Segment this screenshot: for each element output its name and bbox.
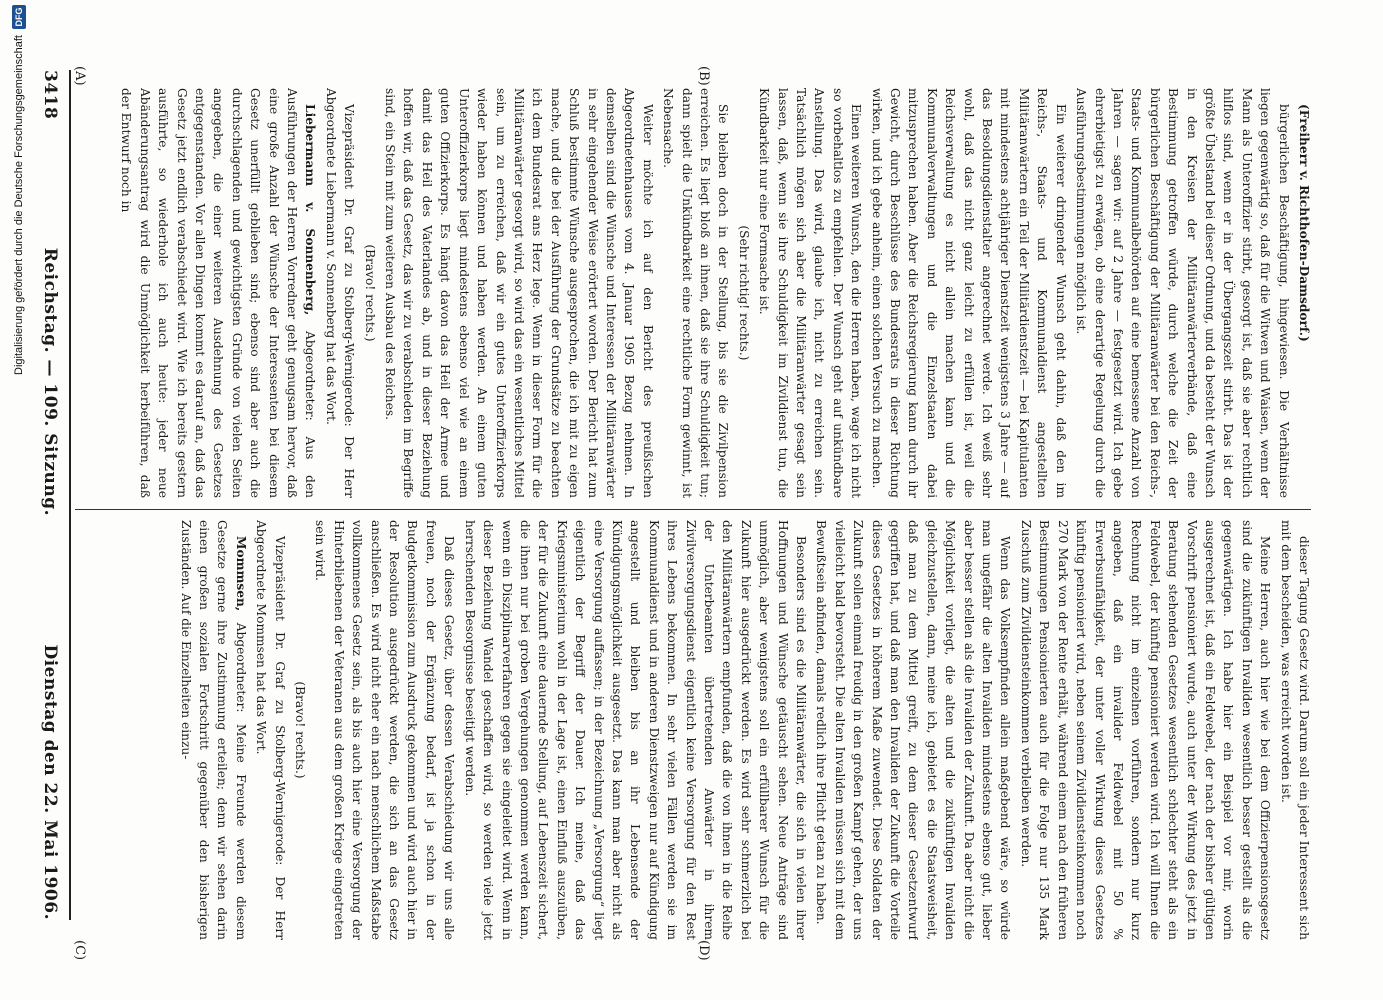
header-rule	[69, 70, 71, 920]
margin-letter-b: (B)	[696, 66, 711, 86]
credit-text: Digitalisierung gefördert durch die Deutsche Forschungsgemeinschaft	[13, 35, 25, 375]
paragraph-text: Ein weiterer dringender Wunsch geht dahin, daß den im Reichs-, Staats- und Kommunaldienst angestellten Militäranwärtern ein Teil der Militärdienstzeit — bei Kapitulanten mit mindestens achtjähriger Dienstzeit wenigstens 3 Jahre — auf das Besoldungsdienstalter angerechnet werde. Ich weiß sehr wohl, daß das nicht ganz leicht zu erfüllen ist, weil die Reichsverwaltung es nicht allein machen kann und die Kommunalverwaltungen und die Einzelstaaten dabei mitzusprechen haben. Aber die Reichsregierung kann durch ihr Gewicht, durch Beschlüsse des Bundesrats in dieser Richtung wirken, und ich gebe anheim, einen solchen Versuch zu machen.	[869, 88, 1068, 498]
text-paragraph	[867, 88, 1069, 498]
header-title: Reichstag. — 109. Sitzung.	[40, 247, 60, 517]
header-date: Dienstag den 22. Mai 1906.	[40, 644, 60, 920]
text-paragraph	[755, 88, 865, 498]
paragraph-text: Weiter möchte ich auf den Bericht des preußischen Abgeordnetenhauses vom 4. Januar 1905 Bezug nehmen. In demselben sind die Wünsche und Interessen der Militäranwärter in sehr eingehender Weise erörtert worden. Der Bericht hat zum Schluß bestimmte Wünsche ausgesprochen, die ich mit zu eigen mache, und die bei der Ausführung der Grundsätze zu beachten ich dem Bundesrat ans Herz lege. Wenn in dieser Form für die Militäranwärter gesorgt wird, so wird das ein wesentliches Mittel sein, um zu erreichen, daß wir ein gutes Unteroffizierkorps wieder haben können und haben werden. An einem guten Unteroffizierkorps liegt mindestens ebenso viel wie an einem guten Offizierkorps. Es hängt davon das Heil der Armee und damit das Heil des Vaterlandes ab, und in dieser Beziehung hoffen wir, daß das Gesetz, das wir zu verabschieden im Begriffe sind, ein Stein mit zum weiteren Ausbau des Reiches.	[383, 88, 655, 498]
stage-direction	[291, 520, 309, 940]
text-paragraph	[460, 520, 810, 940]
page-header	[35, 70, 65, 920]
margin-letter-d: (D)	[696, 940, 711, 961]
paragraph-text: bürgerlichen Beschäftigung, hingewiesen. Die Verhältnisse liegen gegenwärtig so, daß für die Witwen und Waisen, wenn der Mann als Unteroffizier stirbt, gesorgt ist, daß sie aber rechtlich hilflos sind, wenn er in der Übergangszeit stirbt. Das ist der größte Übelstand bei dieser Ordnung, und da besteht der Wunsch in den Kreisen der Militäranwärterverbände, daß eine Bestimmung getroffen würde, durch welche die Zeit der bürgerlichen Beschäftigung der Militäranwärter bei den Reichs-, Staats- und Kommunalbehörden auf eine bemessene Anzahl von Jahren — sagen wir: auf 2 Jahre — festgesetzt wird. Ich gebe ehrerbietigst zu erwägen, ob eine derartige Regelung durch die Ausführungsbestimmungen möglich ist.	[1074, 88, 1291, 498]
paragraph-text: Sie bleiben doch in der Stellung, bis sie die Zivilpension erreichen. Es liegt bloß an ihnen, daß sie ihre Schuldigkeit tun; dann spielt die Unkündbarkeit eine rechtliche Form gewinnt, ist Nebensache.	[661, 88, 731, 498]
text-paragraph	[812, 520, 1014, 940]
speaker-name: (Freiherr v. Richthofen-Damsdorf.)	[1297, 104, 1311, 342]
paragraph-text: Abgeordneter: Aus den Ausführungen der Herren Vorredner geht genugsam hervor, daß eine große Anzahl der Wünsche der Interessenten bei diesem Gesetz unerfüllt geblieben sind; ebenso sind aber auch die durchschlagenden und gewichtigsten Gründe von vielen Seiten angegeben, die einer weiteren Ausdehnung des Gesetzes entgegenstanden. Vor allen Dingen kommt es darauf an, daß das Gesetz jetzt endlich verabschiedet wird. Wie ich bereits gestern ausführte, so wiederhole ich auch heute: jeder neue Abänderungsantrag wird die Unmöglichkeit herbeiführen, daß der Entwurf noch in	[119, 88, 318, 498]
text-paragraph	[321, 88, 358, 498]
text-paragraph	[176, 520, 250, 940]
paragraph-text: Daß dieses Gesetz, über dessen Verabschiedung wir uns alle freuen, noch der Ergänzung bedarf, ist ja schon in der Budgetkommission zum Ausdruck gekommen und wird auch hier in der Resolution ausgedrückt werden, die sich an das Gesetz anschließen. Es wird nicht eher ein nach menschlichem Maßstabe vollkommenes Gesetz sein, als bis auch hier eine Versorgung der Hinterbliebenen der Veteranen aus dem großen Kriege eingetreten sein wird.	[313, 520, 457, 940]
digitization-credit	[7, 0, 31, 1000]
paragraph-text: (Sehr richtig! rechts.)	[736, 225, 751, 361]
left-text-column	[73, 88, 1313, 498]
text-paragraph	[1276, 520, 1313, 940]
text-paragraph	[311, 520, 458, 940]
text-paragraph	[1072, 88, 1293, 498]
paragraph-text: Vizepräsident Dr. Graf zu Stolberg-Wernigerode: Der Herr Abgeordnete Liebermann v. Sonnenberg hat das Wort.	[323, 88, 357, 498]
paragraph-text: (Bravo! rechts.)	[293, 681, 308, 779]
speaker-name: Mommsen,	[233, 536, 248, 612]
text-paragraph	[381, 88, 657, 498]
text-paragraph	[1017, 520, 1275, 940]
paragraph-text: (Bravo! rechts.)	[362, 244, 377, 342]
stage-direction	[360, 88, 378, 498]
text-paragraph	[117, 88, 319, 498]
text-paragraph	[659, 88, 733, 498]
dfg-logo-icon: DFG	[12, 5, 26, 29]
speaker-name: Liebermann v. Sonnenberg,	[303, 104, 318, 316]
stage-direction	[734, 88, 752, 498]
right-text-column	[73, 520, 1313, 940]
page-number: 3418	[40, 70, 60, 120]
text-paragraph	[252, 520, 289, 940]
margin-letter-c: (C)	[72, 940, 87, 961]
paragraph-text: Wenn das Volksempfinden allein maßgebend wäre, so würde man ungefähr die alten Invaliden mindestens ebenso gut, lieber aber besser stellen als die Invaliden der Zukunft. Da aber nicht die Möglichkeit vorliegt, die alten und die zukünftigen Invaliden gleichzustellen, dann, meine ich, gebietet es die Staatsweisheit, daß man zu dem Mittel greift, zu dem dieser Gesetzentwurf gegriffen hat, und daß man den Invaliden der Zukunft die Vorteile dieses Gesetzes in höherem Maße zuwendet. Diese Soldaten der Zukunft sollen einmal freudig in den großen Kampf gehen, der uns vielleicht bald bevorsteht. Die alten Invaliden müssen sich mit dem Bewußtsein abfinden, damals redlich ihre Pflicht getan zu haben.	[814, 520, 1013, 940]
text-paragraph	[1295, 88, 1313, 498]
paragraph-text: Meine Herren, auch hier wie bei dem Offizierpensionsgesetz sind die zukünftigen Invaliden wesentlich besser gestellt als die gegenwärtigen. Ich habe hier ein Beispiel vor mir, worin ausgerechnet ist, daß ein Feldwebel, der nach der bisher gültigen Vorschrift pensioniert wurde, auch unter der Wirkung des jetzt in Beratung stehenden Gesetzes wesentlich schlechter steht als ein Feldwebel, der künftig pensioniert werden wird. Ich will Ihnen die Rechnung nicht im einzelnen vorführen, sondern nur kurz angeben, daß ein invalider Feldwebel mit 50 % Erwerbsunfähigkeit, der unter voller Wirkung dieses Gesetzes künftig pensioniert wird, neben seinem Zivildiensteinkommen noch 270 Mark von der Rente erhält, während einem nach den früheren Bestimmungen Pensionierten auch für die Folge nur 135 Mark Zuschuß zum Zivildiensteinkommen verbleiben werden.	[1018, 520, 1273, 940]
paragraph-text: Besonders sind es die Militäranwärter, die sich in vielen ihrer Hoffnungen und Wünsche getäuscht sehen. Neue Anträge sind unmöglich, aber wenigstens soll ein erfüllbarer Wunsch für die Zukunft hier ausgedrückt werden. Es wird sehr schmerzlich bei den Militäranwärtern empfunden, daß die von ihnen in die Reihe der Unterbeamten übertretenden Anwärter in ihrem Zivilversorgungsdienst eigentlich keine Versorgung für den Rest ihres Lebens bekommen. In sehr vielen Fällen werden sie im Kommunaldienst und in anderen Dienstzweigen nur auf Kündigung angestellt und bleiben bis an ihr Lebensende der Kündigungsmöglichkeit ausgesetzt. Das kann man aber nicht als eine Versorgung auffassen; in der Bezeichnung „Versorgung“ liegt eigentlich der Begriff der Dauer. Ich meine, daß das Kriegsministerium wohl in der Lage ist, einen Einfluß auszuüben, der für die Zukunft eine dauernde Stellung, auf Lebenszeit sichert, die ihnen nur bei groben Vergehungen genommen werden kann, wenn ein Disziplinarverfahren gegen sie eingeleitet wird. Wenn in dieser Beziehung Wandel geschaffen wird, so werden viele jetzt herrschenden Besorgnisse beseitigt werden.	[462, 520, 809, 940]
margin-letter-a: (A)	[72, 66, 87, 86]
paragraph-text: Einen weiteren Wunsch, den die Herren haben, wage ich nicht so vorbehaltlos zu empfehlen. Der Wunsch geht auf unkündbare Anstellung. Das wird, glaube ich, nicht zu erreichen sein. Tatsächlich mögen sich aber die Militäranwärter gesagt sein lassen, daß, wenn sie ihre Schuldigkeit im Zivildienst tun, die Kündbarkeit nur eine Formsache ist.	[757, 88, 864, 498]
paragraph-text: Abgeordneter: Meine Freunde werden diesem Gesetze gerne ihre Zustimmung erteilen; denn wir sehen darin einen großen sozialen Fortschritt gegenüber den bisherigen Zuständen. Auf die Einzelheiten einzu-	[178, 520, 248, 940]
column-divider	[75, 509, 1311, 510]
paragraph-text: dieser Tagung Gesetz wird. Darum soll ein jeder Interessent sich mit dem bescheiden, was erreicht worden ist.	[1278, 520, 1311, 940]
paragraph-text: Vizepräsident Dr. Graf zu Stolberg-Wernigerode: Der Herr Abgeordnete Mommsen hat das Wort.	[254, 520, 287, 940]
